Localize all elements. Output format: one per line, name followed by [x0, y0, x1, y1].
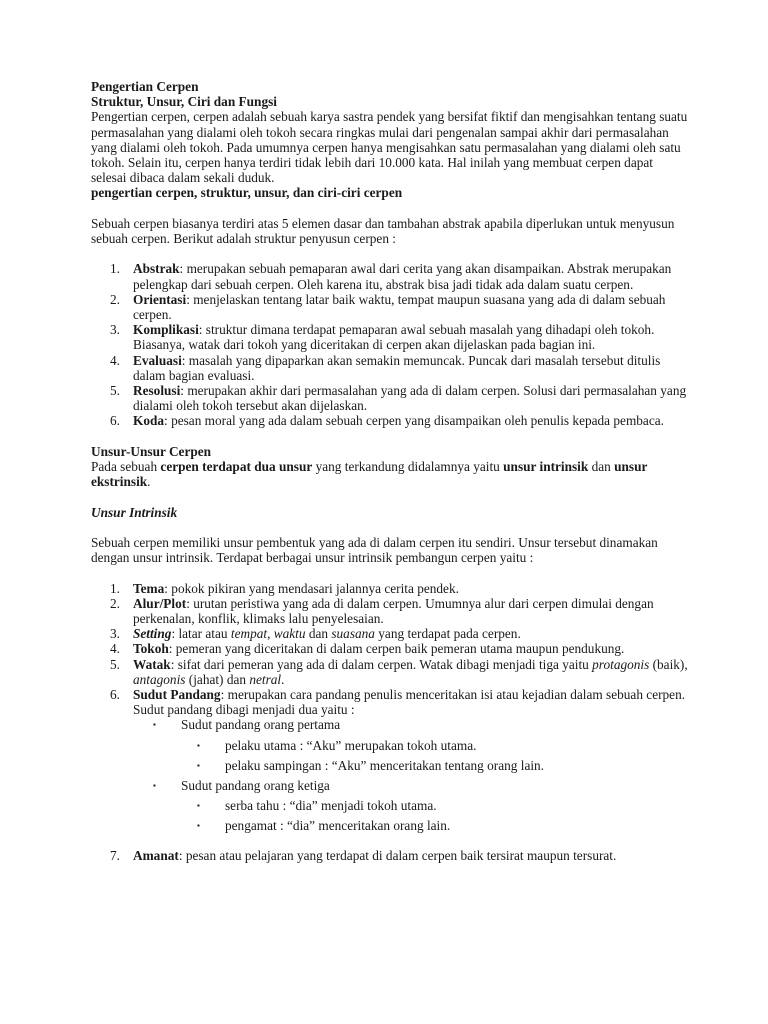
- square-bullet-icon: ▪: [197, 740, 200, 750]
- section-heading: pengertian cerpen, struktur, unsur, dan ciri-ciri cerpen: [91, 185, 403, 201]
- square-bullet-icon: ▪: [197, 760, 200, 770]
- list-item-amanat: 7. Amanat: pesan atau pelajaran yang terdapat di dalam cerpen baik tersirat maupun tersurat.: [110, 847, 617, 863]
- unsur-paragraph: Pada sebuah cerpen terdapat dua unsur yang terkandung didalamnya yaitu unsur intrinsik dan unsur ekstrinsik.: [91, 459, 648, 490]
- list-item: 3. Komplikasi: struktur dimana terdapat pemaparan awal sebuah masalah yang dihadapi oleh tokoh. Biasanya, watak dari tokoh yang diceritakan di cerpen akan dijelaskan pada bagian ini.: [110, 322, 655, 353]
- page-subtitle: Struktur, Unsur, Ciri dan Fungsi: [91, 94, 277, 110]
- list-item-sudut-pandang: 6. Sudut Pandang: merupakan cara pandang penulis menceritakan isi atau kejadian dalam sebuah cerpen. Sudut pandang dibagi menjadi dua yaitu : ▪ Sudut pandang orang pertama ▪ pelaku utama : “Aku” merupakan tokoh utama. ▪ pelaku sampingan : “Aku” menceritakan tentang orang lain. ▪ Sudut pandang orang ketiga ▪ serba tahu : “dia” menjadi tokoh utama. ▪ pengamat : “dia” menceritakan orang lain.: [91, 687, 691, 834]
- list-item-tema: 1. Tema: pokok pikiran yang mendasari jalannya cerita pendek.: [110, 580, 459, 596]
- sublist-item: ▪ pelaku sampingan : “Aku” menceritakan tentang orang lain.: [197, 757, 545, 773]
- square-bullet-icon: ▪: [153, 781, 156, 791]
- document-body: [91, 79, 691, 863]
- page-title: Pengertian Cerpen: [91, 79, 199, 94]
- sublist-item: ▪ Sudut pandang orang pertama ▪ pelaku utama : “Aku” merupakan tokoh utama. ▪ pelaku sampingan : “Aku” menceritakan tentang orang lain.: [91, 717, 691, 773]
- list-item: 1. Abstrak: merupakan sebuah pemaparan awal dari cerita yang akan disampaikan. Abstrak merupakan pelengkap dari sebuah cerpen. Oleh karena itu, abstrak bisa jadi tidak ada dalam suatu cerpen.: [110, 261, 672, 292]
- square-bullet-icon: ▪: [197, 801, 200, 811]
- intro-paragraph: Pengertian cerpen, cerpen adalah sebuah karya sastra pendek yang bersifat fiktif dan mengisahkan tentang suatu permasalahan yang dialami oleh tokoh secara ringkas mulai dari pengenalan sampai akhir dari permasalahan yang dialami oleh tokoh. Pada umumnya cerpen hanya mengisahkan satu permasalahan yang dialami oleh satu tokoh. Selain itu, cerpen hanya terdiri tidak lebih dari 10.000 kata. Hal inilah yang membuat cerpen dapat selesai dibaca dalam sekali duduk.: [91, 109, 688, 186]
- square-bullet-icon: ▪: [153, 720, 156, 730]
- sublist-item: ▪ serba tahu : “dia” menjadi tokoh utama.: [197, 798, 437, 814]
- sudut-pandang-sublist: [133, 717, 691, 833]
- sublist-item: ▪ Sudut pandang orang ketiga ▪ serba tahu : “dia” menjadi tokoh utama. ▪ pengamat : “dia” menceritakan orang lain.: [91, 778, 691, 834]
- list-item: 6. Koda: pesan moral yang ada dalam sebuah cerpen yang disampaikan oleh penulis kepada pembaca.: [110, 413, 664, 429]
- list-item-setting: 3. Setting: latar atau tempat, waktu dan suasana yang terdapat pada cerpen.: [110, 626, 521, 642]
- sublist-item: ▪ pelaku utama : “Aku” merupakan tokoh utama.: [197, 737, 477, 753]
- struktur-list: [91, 261, 691, 428]
- unsur-heading: Unsur-Unsur Cerpen: [91, 443, 212, 459]
- list-item-watak: 5. Watak: sifat dari pemeran yang ada di dalam cerpen. Watak dibagi menjadi tiga yaitu protagonis (baik), antagonis (jahat) dan netral.: [110, 656, 688, 687]
- list-item: 5. Resolusi: merupakan akhir dari permasalahan yang ada di dalam cerpen. Solusi dari permasalahan yang dialami oleh tokoh tersebut akan dijelaskan.: [110, 383, 687, 414]
- intrinsik-intro: Sebuah cerpen memiliki unsur pembentuk yang ada di dalam cerpen itu sendiri. Unsur tersebut dinamakan dengan unsur intrinsik. Terdapat berbagai unsur intrinsik pembangun cerpen yaitu :: [91, 535, 658, 566]
- struktur-intro: Sebuah cerpen biasanya terdiri atas 5 elemen dasar dan tambahan abstrak apabila diperlukan untuk menyusun sebuah cerpen. Berikut adalah struktur penyusun cerpen :: [91, 215, 675, 247]
- square-bullet-icon: ▪: [197, 821, 200, 831]
- list-item: 4. Evaluasi: masalah yang dipaparkan akan semakin memuncak. Puncak dari masalah tersebut ditulis dalam bagian evaluasi.: [110, 352, 661, 383]
- list-item-alur: 2. Alur/Plot: urutan peristiwa yang ada di dalam cerpen. Umumnya alur dari cerpen dimulai dengan perkenalan, konflik, klimaks lalu penyelesaian.: [110, 595, 654, 627]
- intrinsik-heading: Unsur Intrinsik: [91, 504, 178, 520]
- intrinsik-list: [91, 581, 691, 863]
- list-item-tokoh: 4. Tokoh: pemeran yang diceritakan di dalam cerpen baik pemeran utama maupun pendukung.: [110, 641, 625, 657]
- sublist-item: ▪ pengamat : “dia” menceritakan orang lain.: [197, 818, 451, 834]
- list-item: 2. Orientasi: menjelaskan tentang latar baik waktu, tempat maupun suasana yang ada di dalam sebuah cerpen.: [110, 291, 666, 323]
